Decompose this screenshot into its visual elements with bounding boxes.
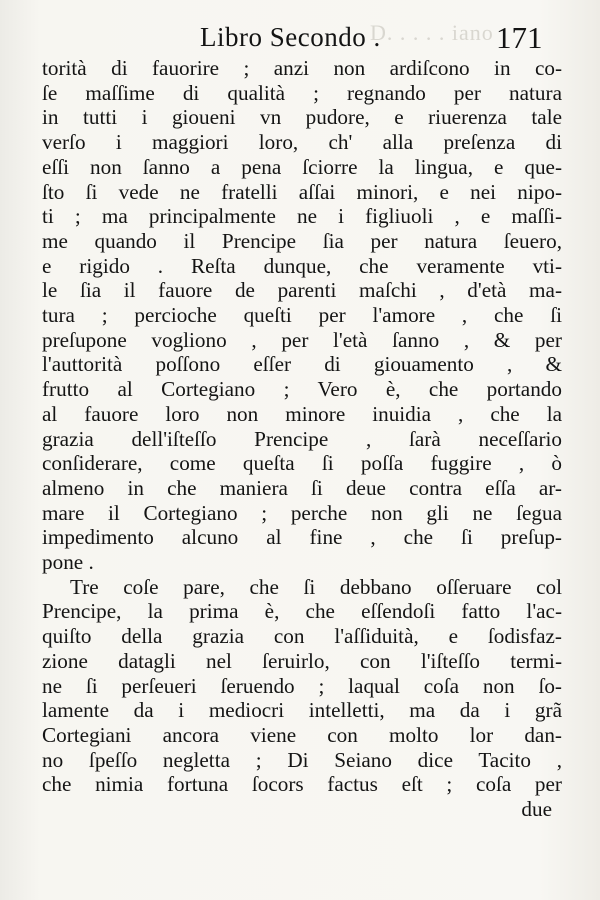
text-line: e rigido . Reſta dunque, che veramente vti- [42,253,562,278]
text-line: Prencipe, la prima è, che eſſendoſi fatto l'ac- [42,599,562,624]
text-line: conſiderare, come queſta ſi poſſa fuggire , ò [42,451,562,476]
body-text [42,56,562,822]
text-line: almeno in che maniera ſi deue contra eſſa ar- [42,475,562,500]
text-line: le ſia il fauore de parenti maſchi , d'età ma- [42,278,562,303]
text-line: Cortegiani ancora viene con molto lor dan- [42,722,562,747]
running-title: Libro Secondo . [200,22,381,52]
text-line: torità di fauorire ; anzi non ardiſcono in co- [42,56,562,80]
text-line: al fauore loro non minore inuidia , che la [42,401,562,426]
text-line: frutto al Cortegiano ; Vero è, che portando [42,377,562,402]
text-line: tura ; percioche queſti per l'amore , che ſi [42,303,562,328]
text-line: zione datagli nel ſeruirlo, con l'iſteſſo termi- [42,648,562,673]
text-line: me quando il Prencipe ſia per natura ſeuero, [42,228,562,253]
text-line: Tre coſe pare, che ſi debbano oſſeruare col [70,574,562,599]
paragraphs [42,56,562,797]
text-line: ſe maſſime di qualità ; regnando per natura [42,80,562,105]
text-line: ne ſi perſeueri ſeruendo ; laqual coſa non ſo- [42,673,562,698]
text-line: impedimento alcuno al fine , che ſi preſup- [42,525,562,550]
paragraph [42,575,562,797]
paragraph [42,56,562,575]
catchword: due [521,797,552,822]
text-line: preſupone vogliono , per l'età ſanno , & per [42,327,562,352]
text-line: quiſto della grazia con l'aſſiduità, e ſodisfaz- [42,624,562,649]
bleed-through-text: D. . . . . iano [370,20,494,45]
page-header [0,14,600,54]
text-line: ſto ſi vede ne fratelli aſſai minori, e nei nipo- [42,179,562,204]
text-line: no ſpeſſo negletta ; Di Seiano dice Tacito , [42,747,562,772]
text-line: lamente da i mediocri intelletti, ma da i grã [42,698,562,723]
text-line: l'auttorità poſſono eſſer di giouamento , & [42,352,562,377]
text-line: mare il Cortegiano ; perche non gli ne ſegua [42,500,562,525]
text-line: in tutti i gioueni vn pudore, e riuerenza tale [42,105,562,130]
text-line: eſſi non ſanno a pena ſciorre la lingua, e que- [42,154,562,179]
text-line: grazia dell'iſteſſo Prencipe , ſarà neceſſario [42,426,562,451]
text-line: pone . [42,550,94,575]
page-number: 171 [496,20,543,55]
text-line: che nimia fortuna ſocors factus eſt ; coſa per [42,772,562,797]
text-line: ti ; ma principalmente ne i figliuoli , e maſſi- [42,204,562,229]
text-line: verſo i maggiori loro, ch' alla preſenza di [42,130,562,155]
